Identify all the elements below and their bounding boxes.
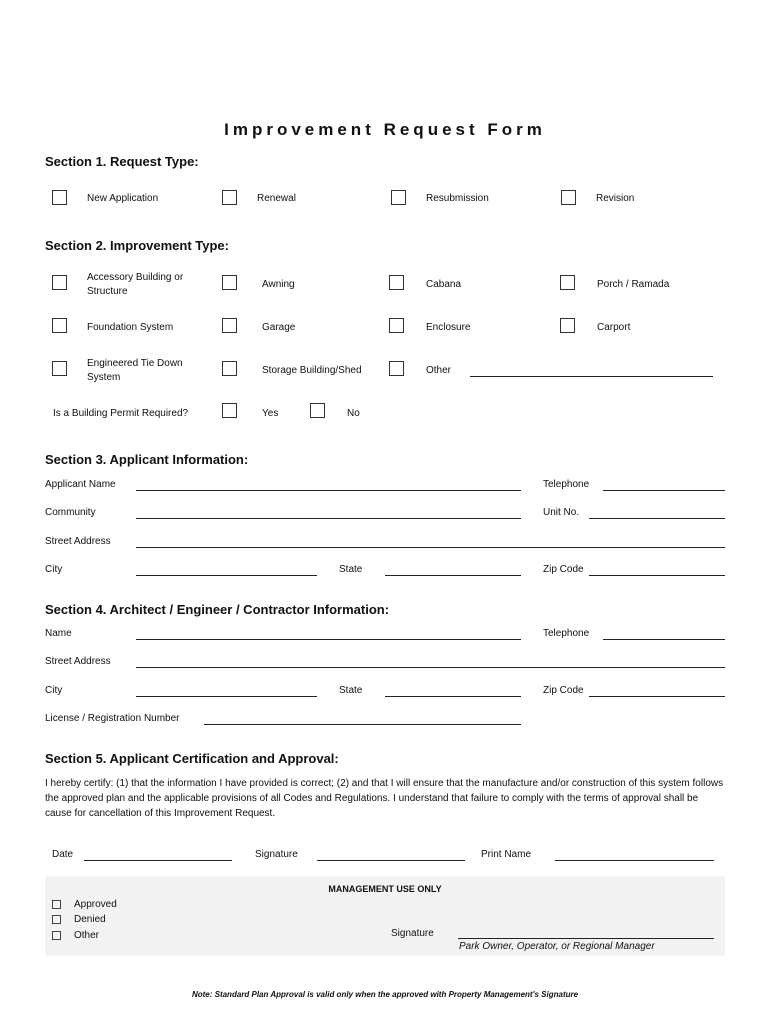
label-denied: Denied xyxy=(74,914,106,925)
applicant-street-input[interactable] xyxy=(136,533,725,548)
label-applicant-state: State xyxy=(339,564,363,575)
applicant-telephone-input[interactable] xyxy=(603,476,725,491)
section-2-heading: Section 2. Improvement Type: xyxy=(45,238,229,253)
checkbox-permit-no[interactable] xyxy=(310,403,325,418)
label-applicant-city: City xyxy=(45,564,63,575)
checkbox-enclosure[interactable] xyxy=(389,318,404,333)
label-applicant-name: Applicant Name xyxy=(45,479,116,490)
checkbox-engineered-tie-down[interactable] xyxy=(52,361,67,376)
label-other: Other xyxy=(426,365,452,376)
label-contractor-state: State xyxy=(339,685,363,696)
label-new-application: New Application xyxy=(87,193,159,204)
label-contractor-zip: Zip Code xyxy=(543,685,584,696)
unit-no-input[interactable] xyxy=(589,504,725,519)
label-resubmission: Resubmission xyxy=(426,193,489,204)
checkbox-garage[interactable] xyxy=(222,318,237,333)
label-license: License / Registration Number xyxy=(45,713,180,724)
label-mgmt-other: Other xyxy=(74,930,100,941)
checkbox-foundation-system[interactable] xyxy=(52,318,67,333)
label-mgmt-signature: Signature xyxy=(391,928,434,939)
label-garage: Garage xyxy=(262,322,296,333)
section-1-heading: Section 1. Request Type: xyxy=(45,154,199,169)
label-community: Community xyxy=(45,507,96,518)
checkbox-other[interactable] xyxy=(389,361,404,376)
checkbox-mgmt-other[interactable] xyxy=(52,931,61,940)
date-input[interactable] xyxy=(84,846,232,861)
contractor-name-input[interactable] xyxy=(136,625,521,640)
contractor-street-input[interactable] xyxy=(136,653,725,668)
contractor-state-input[interactable] xyxy=(385,682,521,697)
label-approved: Approved xyxy=(74,899,117,910)
label-foundation-system: Foundation System xyxy=(87,322,174,333)
label-applicant-zip: Zip Code xyxy=(543,564,584,575)
certification-text: I hereby certify: (1) that the information I have provided is correct; (2) and that I will ensure that the manufacture and/or construction of this system follows the approved plan and the applicable provisions of all Codes and Regulations. I understand that failure to comply with the terms of approval shall be cause for cancellation of this Improvement Request. xyxy=(45,778,724,819)
applicant-zip-input[interactable] xyxy=(589,561,725,576)
signature-input[interactable] xyxy=(317,846,465,861)
applicant-name-input[interactable] xyxy=(136,476,521,491)
permit-question: Is a Building Permit Required? xyxy=(53,408,189,419)
label-enclosure: Enclosure xyxy=(426,322,471,333)
label-unit-no: Unit No. xyxy=(543,507,580,518)
label-applicant-telephone: Telephone xyxy=(543,479,590,490)
label-contractor-street: Street Address xyxy=(45,656,111,667)
community-input[interactable] xyxy=(136,504,521,519)
label-engineered-tie-down: Engineered Tie Down System xyxy=(87,358,183,383)
checkbox-awning[interactable] xyxy=(222,275,237,290)
print-name-input[interactable] xyxy=(555,846,714,861)
other-input[interactable] xyxy=(470,362,713,377)
contractor-city-input[interactable] xyxy=(136,682,317,697)
label-revision: Revision xyxy=(596,193,635,204)
label-permit-yes: Yes xyxy=(262,408,279,419)
label-contractor-city: City xyxy=(45,685,63,696)
checkbox-approved[interactable] xyxy=(52,900,61,909)
checkbox-new-application[interactable] xyxy=(52,190,67,205)
label-awning: Awning xyxy=(262,279,295,290)
footer-note: Note: Standard Plan Approval is valid only when the approved with Property Management's Signature xyxy=(191,990,579,999)
label-contractor-telephone: Telephone xyxy=(543,628,590,639)
mgmt-signature-input[interactable] xyxy=(458,924,714,939)
checkbox-resubmission[interactable] xyxy=(391,190,406,205)
label-signature: Signature xyxy=(255,849,298,860)
label-renewal: Renewal xyxy=(257,193,296,204)
label-permit-no: No xyxy=(347,408,360,419)
checkbox-permit-yes[interactable] xyxy=(222,403,237,418)
label-carport: Carport xyxy=(597,322,631,333)
label-applicant-street: Street Address xyxy=(45,536,111,547)
contractor-zip-input[interactable] xyxy=(589,682,725,697)
applicant-city-input[interactable] xyxy=(136,561,317,576)
section-3-heading: Section 3. Applicant Information: xyxy=(45,452,249,467)
label-date: Date xyxy=(52,849,74,860)
mgmt-signer-role: Park Owner, Operator, or Regional Manager xyxy=(459,941,655,952)
section-4-heading: Section 4. Architect / Engineer / Contractor Information: xyxy=(45,602,390,617)
checkbox-carport[interactable] xyxy=(560,318,575,333)
checkbox-revision[interactable] xyxy=(561,190,576,205)
section-5-heading: Section 5. Applicant Certification and Approval: xyxy=(45,751,339,766)
label-accessory-building: Accessory Building or Structure xyxy=(87,272,184,297)
form-title: Improvement Request Form xyxy=(224,120,546,139)
checkbox-cabana[interactable] xyxy=(389,275,404,290)
label-contractor-name: Name xyxy=(45,628,72,639)
license-input[interactable] xyxy=(204,710,521,725)
label-cabana: Cabana xyxy=(426,279,462,290)
checkbox-accessory-building[interactable] xyxy=(52,275,67,290)
label-storage-building: Storage Building/Shed xyxy=(262,365,362,376)
checkbox-porch-ramada[interactable] xyxy=(560,275,575,290)
label-porch-ramada: Porch / Ramada xyxy=(597,279,670,290)
checkbox-storage-building[interactable] xyxy=(222,361,237,376)
label-print-name: Print Name xyxy=(481,849,532,860)
contractor-telephone-input[interactable] xyxy=(603,625,725,640)
applicant-state-input[interactable] xyxy=(385,561,521,576)
checkbox-denied[interactable] xyxy=(52,915,61,924)
management-heading: MANAGEMENT USE ONLY xyxy=(328,884,442,894)
checkbox-renewal[interactable] xyxy=(222,190,237,205)
